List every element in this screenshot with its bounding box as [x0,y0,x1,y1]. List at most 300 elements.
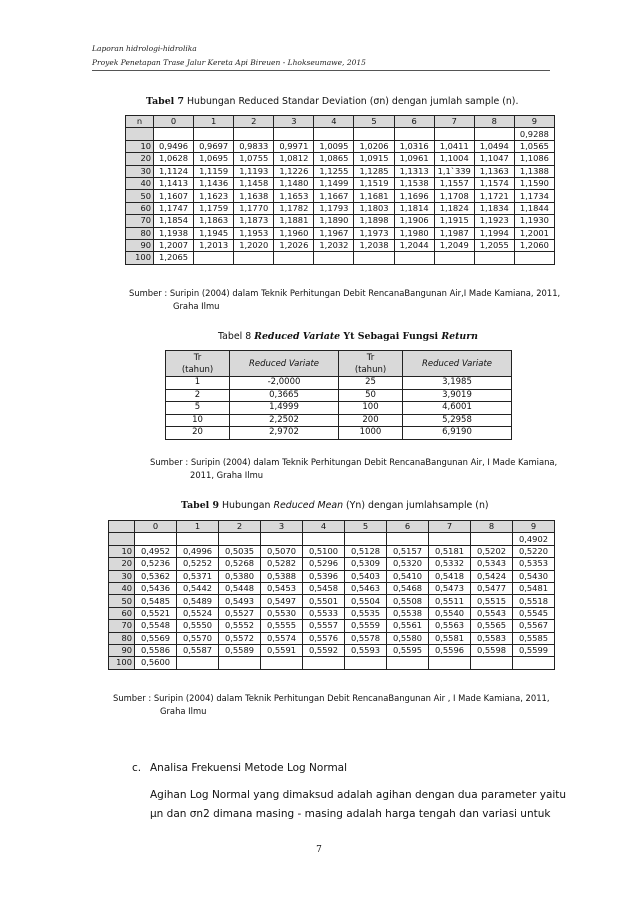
table7-row-label: 80 [126,227,154,239]
table8-cell: 1,4999 [230,402,339,415]
table9-row [109,644,555,656]
table7-cell: 1,1980 [394,227,434,239]
table8-cell: 10 [166,414,230,427]
table9-cell: 0,5545 [513,607,555,619]
table7-cell: 0,9971 [274,140,314,152]
table9-row-label: 90 [109,644,135,656]
table8-caption: Tabel 8 Reduced Variate Yt Sebagai Fungsi Return [218,331,478,342]
table9-reduced-mean [108,520,555,670]
table9-cell: 0,5543 [471,607,513,619]
table7-row-label: 90 [126,239,154,251]
table7-cell: 1,1480 [274,177,314,189]
table9-cell: 0,5580 [387,632,429,644]
table7-cell: 1,1313 [394,165,434,177]
table8-row [166,377,512,390]
table9-cell: 0,5567 [513,620,555,632]
table9-row-label: 40 [109,582,135,594]
table9-cell [387,657,429,669]
table7-cell: 0,9496 [154,140,194,152]
table9-cell: 0,5220 [513,545,555,557]
table7-cell: 1,1086 [514,153,554,165]
table7-row-label: 20 [126,153,154,165]
table9-cell: 0,5530 [261,607,303,619]
table7-cell: 1,0316 [394,140,434,152]
table9-cell: 0,5587 [177,644,219,656]
table7-cell [234,252,274,264]
table8-cell: 5,2958 [403,414,512,427]
table9-cell [471,533,513,545]
table7-cell [434,252,474,264]
table7-cell: 1,0915 [354,153,394,165]
table7-cell [234,128,274,140]
table7-row [126,252,555,264]
table8-cell: 3,9019 [403,389,512,402]
table7-cell [194,128,234,140]
table7-cell [274,252,314,264]
table7-cell: 1,1782 [274,202,314,214]
table7-cell: 1,1255 [314,165,354,177]
table7-cell: 1,1388 [514,165,554,177]
table9-cell: 0,5533 [303,607,345,619]
table9-row-label: 80 [109,632,135,644]
table9-row [109,620,555,632]
table7-cell [514,252,554,264]
table7-cell: 1,1915 [434,215,474,227]
table9-cell: 0,5538 [387,607,429,619]
table7-cell: 1,2007 [154,239,194,251]
table7-cell: 1,2055 [474,239,514,251]
table9-cell: 0,5586 [135,644,177,656]
table7-cell [314,252,354,264]
table9-cell: 0,5581 [429,632,471,644]
table9-cell: 0,5524 [177,607,219,619]
table7-cell: 1,1159 [194,165,234,177]
table7-cell: 1,1814 [394,202,434,214]
table9-cell: 0,5332 [429,558,471,570]
table9-row [109,657,555,669]
table9-cell: 0,5157 [387,545,429,557]
paragraph-line-2: μn dan σn2 dimana masing - masing adalah harga tengah dan variasi untuk [150,808,551,820]
table9-cell: 0,5353 [513,558,555,570]
table7-cell: 1,1681 [354,190,394,202]
table9-cell: 0,5396 [303,570,345,582]
table7-cell [314,128,354,140]
table9-cell: 0,5477 [471,582,513,594]
table9-row-label: 50 [109,595,135,607]
table9-cell: 0,5589 [219,644,261,656]
table8-cell: 50 [339,389,403,402]
table9-cell: 0,5535 [345,607,387,619]
table9-row [109,570,555,582]
table7-row-label: 10 [126,140,154,152]
table9-cell [177,533,219,545]
table8-header-reduced-variate: Reduced Variate [403,351,512,377]
table8-cell: 2,2502 [230,414,339,427]
table7-cell: 1,1923 [474,215,514,227]
table9-cell: 0,5598 [471,644,513,656]
table9-cell: 0,5320 [387,558,429,570]
table7-cell: 1,2049 [434,239,474,251]
table7-cell: 1,0206 [354,140,394,152]
table7-cell [394,252,434,264]
table7-cell: 1,1770 [234,202,274,214]
table9-cell: 0,5578 [345,632,387,644]
table9-cell: 0,5296 [303,558,345,570]
table9-header-row [109,521,555,533]
table8-cell: 1000 [339,427,403,440]
table9-row [109,545,555,557]
table7-cell: 1,1667 [314,190,354,202]
table7-cell: 1,1557 [434,177,474,189]
table9-cell: 0,5527 [219,607,261,619]
table9-cell: 0,5599 [513,644,555,656]
table9-cell: 0,5128 [345,545,387,557]
table9-cell: 0,5591 [261,644,303,656]
table9-cell [219,657,261,669]
table7-cell: 1,2001 [514,227,554,239]
table7-cell: 1,2032 [314,239,354,251]
table7-cell: 1,1930 [514,215,554,227]
table9-row [109,632,555,644]
table7-cell: 1,1747 [154,202,194,214]
table9-cell: 0,5596 [429,644,471,656]
table7-cell: 1,1574 [474,177,514,189]
table7-header-cell: 9 [514,116,554,128]
table7-cell: 1,1803 [354,202,394,214]
table7-row [126,227,555,239]
table7-row-label: 60 [126,202,154,214]
table9-header-cell: 5 [345,521,387,533]
table7-cell: 1,0812 [274,153,314,165]
table9-cell: 0,5448 [219,582,261,594]
table7-cell: 1,1759 [194,202,234,214]
table9-cell: 0,5600 [135,657,177,669]
table8-reduced-variate [165,350,512,440]
table7-cell: 1,0565 [514,140,554,152]
table7-row-label: 100 [126,252,154,264]
table9-cell: 0,4952 [135,545,177,557]
table7-cell: 1,0628 [154,153,194,165]
table7-caption: Tabel 7 Hubungan Reduced Standar Deviation (σn) dengan jumlah sample (n). [146,96,519,107]
table9-header-cell: 8 [471,521,513,533]
running-header-line1: Laporan hidrologi-hidrolika [92,44,197,53]
table7-cell: 1,0695 [194,153,234,165]
table9-row-label: 70 [109,620,135,632]
table7-cell: 1,1938 [154,227,194,239]
table9-cell: 0,5515 [471,595,513,607]
table8-cell: 1 [166,377,230,390]
table9-cell: 0,5563 [429,620,471,632]
table9-cell: 0,5430 [513,570,555,582]
table8-cell: 3,1985 [403,377,512,390]
table8-row [166,414,512,427]
table7-cell: 1,2020 [234,239,274,251]
table9-cell: 0,5362 [135,570,177,582]
table7-cell: 1,1607 [154,190,194,202]
table7-cell: 1,1945 [194,227,234,239]
table7-cell: 1,1906 [394,215,434,227]
table7-cell: 1,1363 [474,165,514,177]
table9-cell: 0,5504 [345,595,387,607]
table8-header-tr: Tr (tahun) [339,351,403,377]
table9-cell: 0,5380 [219,570,261,582]
table7-row [126,177,555,189]
table7-cell: 1,1890 [314,215,354,227]
table9-cell [429,533,471,545]
table9-cell [135,533,177,545]
table7-header-cell: 8 [474,116,514,128]
table8-cell: 2,9702 [230,427,339,440]
table9-cell: 0,5343 [471,558,513,570]
table9-row [109,607,555,619]
table7-cell: 1,0411 [434,140,474,152]
table7-cell [274,128,314,140]
table7-row [126,239,555,251]
table8-row [166,427,512,440]
table9-cell: 0,5585 [513,632,555,644]
table9-cell: 0,5570 [177,632,219,644]
table7-row-label: 40 [126,177,154,189]
table9-cell: 0,5497 [261,595,303,607]
table7-cell: 1,0961 [394,153,434,165]
table7-row-label: 30 [126,165,154,177]
table7-row [126,215,555,227]
table7-cell: 1,1124 [154,165,194,177]
table9-cell: 0,5485 [135,595,177,607]
table9-cell: 0,5489 [177,595,219,607]
table9-cell: 0,5565 [471,620,513,632]
table7-cell [354,252,394,264]
table7-header-cell: 5 [354,116,394,128]
table7-cell: 1,1`339 [434,165,474,177]
table7-cell: 1,2065 [154,252,194,264]
table7-header-row [126,116,555,128]
table9-cell: 0,5236 [135,558,177,570]
table9-cell: 0,5181 [429,545,471,557]
table8-header-row [166,351,512,377]
table9-cell: 0,5518 [513,595,555,607]
table9-cell: 0,5561 [387,620,429,632]
table7-header-cell: 2 [234,116,274,128]
table7-cell: 1,1696 [394,190,434,202]
section-title: Analisa Frekuensi Metode Log Normal [150,762,348,774]
table9-row-label: 100 [109,657,135,669]
table9-header-cell: 6 [387,521,429,533]
table7-row-label: 70 [126,215,154,227]
table7-cell: 1,1436 [194,177,234,189]
table8-source: Sumber : Suripin (2004) dalam Teknik Perhitungan Debit RencanaBangunan Air, I Made Kamiana, 2011, Graha Ilmu [150,457,558,480]
table7-cell: 1,1967 [314,227,354,239]
table7-cell: 1,0865 [314,153,354,165]
running-header-line2: Proyek Penetapan Trase Jalur Kereta Api Bireuen - Lhokseumawe, 2015 [92,58,366,67]
table7-cell: 1,0494 [474,140,514,152]
table7-cell: 1,1413 [154,177,194,189]
table9-row [109,595,555,607]
table7-cell: 1,1898 [354,215,394,227]
table9-cell: 0,5576 [303,632,345,644]
table8-cell: 20 [166,427,230,440]
table9-cell: 0,5100 [303,545,345,557]
table9-cell [219,533,261,545]
table9-cell [345,657,387,669]
table9-cell: 0,5481 [513,582,555,594]
table9-cell: 0,4902 [513,533,555,545]
table9-cell [387,533,429,545]
table9-cell [303,533,345,545]
table7-cell [474,252,514,264]
table9-cell [513,657,555,669]
table9-row [109,582,555,594]
table7-cell: 1,1881 [274,215,314,227]
table8-cell: 5 [166,402,230,415]
table9-cell: 0,5593 [345,644,387,656]
table9-row [109,533,555,545]
table9-row-label: 30 [109,570,135,582]
table9-cell: 0,5418 [429,570,471,582]
table9-header-cell: 4 [303,521,345,533]
table7-header-cell: 4 [314,116,354,128]
table9-header-cell: 1 [177,521,219,533]
table7-row [126,165,555,177]
paragraph-line-1: Agihan Log Normal yang dimaksud adalah agihan dengan dua parameter yaitu [150,789,567,801]
table9-header-cell: 9 [513,521,555,533]
table7-cell [154,128,194,140]
table7-cell: 1,1873 [234,215,274,227]
table9-cell: 0,5540 [429,607,471,619]
table9-header-cell: 3 [261,521,303,533]
table7-cell: 1,1004 [434,153,474,165]
table9-cell: 0,5453 [261,582,303,594]
table7-cell: 1,1623 [194,190,234,202]
table9-cell: 0,5468 [387,582,429,594]
table9-cell: 0,5371 [177,570,219,582]
table7-cell: 1,1960 [274,227,314,239]
table8-header-tr: Tr (tahun) [166,351,230,377]
table9-cell: 0,5569 [135,632,177,644]
table7-cell: 1,1285 [354,165,394,177]
table7-row [126,202,555,214]
table7-cell: 1,1047 [474,153,514,165]
table7-header-cell: 7 [434,116,474,128]
table9-cell [177,657,219,669]
table8-cell: 100 [339,402,403,415]
table9-cell: 0,5473 [429,582,471,594]
table9-row-label: 60 [109,607,135,619]
table9-cell: 0,5595 [387,644,429,656]
table9-caption: Tabel 9 Hubungan Reduced Mean (Yn) dengan jumlahsample (n) [181,500,489,511]
table9-cell: 0,5268 [219,558,261,570]
table7-cell: 1,0095 [314,140,354,152]
table7-cell: 1,1638 [234,190,274,202]
table9-cell: 0,5574 [261,632,303,644]
table7-cell: 0,9288 [514,128,554,140]
table7-cell [474,128,514,140]
table7-cell [194,252,234,264]
table9-source: Sumber : Suripin (2004) dalam Teknik Perhitungan Debit RencanaBangunan Air , I Made Kamiana, 2011, Graha Ilmu [113,693,550,716]
table9-cell [345,533,387,545]
table9-cell: 0,5508 [387,595,429,607]
table9-cell: 0,5309 [345,558,387,570]
table7-cell: 1,2038 [354,239,394,251]
table7-cell: 1,1734 [514,190,554,202]
table7-row-label [126,128,154,140]
table7-row [126,153,555,165]
table9-cell [471,657,513,669]
table8-cell: -2,0000 [230,377,339,390]
table9-cell: 0,5282 [261,558,303,570]
table7-cell: 1,1708 [434,190,474,202]
table9-row-label: 20 [109,558,135,570]
table9-cell: 0,5521 [135,607,177,619]
table7-header-cell: n [126,116,154,128]
table9-cell: 0,5410 [387,570,429,582]
table9-cell: 0,5501 [303,595,345,607]
table7-cell: 1,1519 [354,177,394,189]
table7-source: Sumber : Suripin (2004) dalam Teknik Perhitungan Debit RencanaBangunan Air,I Made Kamiana, 2011, Graha Ilmu [129,288,561,311]
table7-cell: 1,2060 [514,239,554,251]
table9-cell: 0,5493 [219,595,261,607]
table7-header-cell: 6 [394,116,434,128]
table9-cell: 0,5463 [345,582,387,594]
table7-cell: 1,0755 [234,153,274,165]
table9-cell: 0,5202 [471,545,513,557]
table8-row [166,389,512,402]
section-label: c. [132,762,142,774]
table7-row-label: 50 [126,190,154,202]
table7-cell: 1,1854 [154,215,194,227]
table9-cell: 0,5550 [177,620,219,632]
table7-reduced-standard-deviation [125,115,555,265]
table7-cell [354,128,394,140]
page-number: 7 [316,845,322,855]
table9-cell: 0,5388 [261,570,303,582]
table9-cell: 0,5583 [471,632,513,644]
table8-cell: 4,6001 [403,402,512,415]
table8-cell: 25 [339,377,403,390]
table7-cell: 1,1499 [314,177,354,189]
table9-row [109,558,555,570]
table9-cell: 0,5424 [471,570,513,582]
table9-cell: 0,4996 [177,545,219,557]
table7-row [126,128,555,140]
table7-cell [394,128,434,140]
table7-row [126,140,555,152]
table9-cell: 0,5436 [135,582,177,594]
table9-cell: 0,5572 [219,632,261,644]
table9-cell: 0,5442 [177,582,219,594]
table7-cell: 1,1590 [514,177,554,189]
table9-cell: 0,5552 [219,620,261,632]
table9-cell: 0,5458 [303,582,345,594]
table9-row-label [109,533,135,545]
table9-cell: 0,5559 [345,620,387,632]
table9-row-label: 10 [109,545,135,557]
table7-cell: 1,1953 [234,227,274,239]
table7-cell: 1,1834 [474,202,514,214]
table8-row [166,402,512,415]
table9-cell: 0,5548 [135,620,177,632]
table7-cell: 1,1458 [234,177,274,189]
table7-cell: 1,1793 [314,202,354,214]
table7-cell: 1,1863 [194,215,234,227]
table7-header-cell: 1 [194,116,234,128]
table9-cell [429,657,471,669]
table7-cell: 1,1973 [354,227,394,239]
table7-row [126,190,555,202]
table8-cell: 6,9190 [403,427,512,440]
table7-cell: 1,1721 [474,190,514,202]
table9-header-cell: 0 [135,521,177,533]
